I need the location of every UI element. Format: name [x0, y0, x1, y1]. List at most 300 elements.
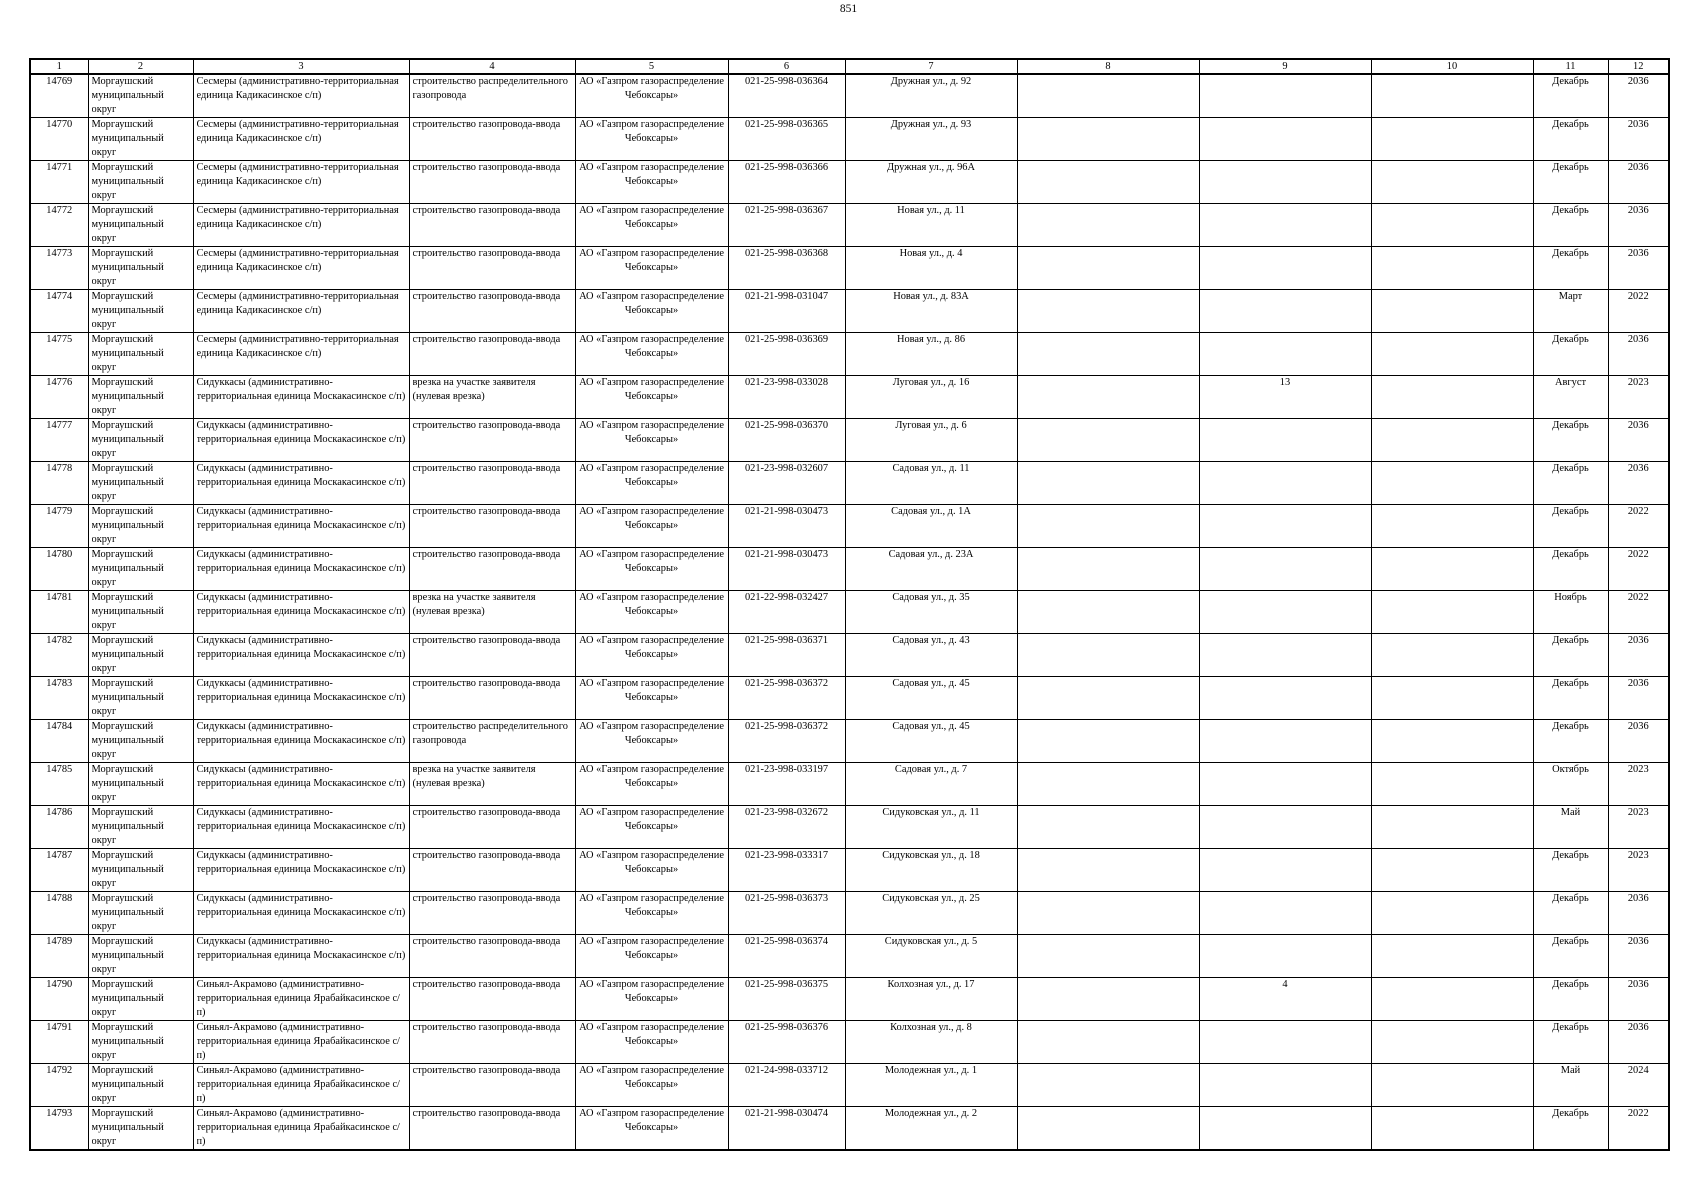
- settlement-cell: [193, 247, 409, 290]
- address-cell: [845, 161, 1017, 204]
- year-cell-text: 2023: [1627, 850, 1649, 861]
- column-8-cell-text: [1021, 849, 1196, 891]
- month-cell-text: Декабрь: [1552, 850, 1589, 861]
- row-number-cell-text: 14793: [46, 1108, 73, 1119]
- row-number-cell: [30, 591, 88, 634]
- address-cell-text: Садовая ул., д. 35: [892, 592, 970, 603]
- column-8-cell: [1017, 376, 1199, 419]
- settlement-cell: [193, 978, 409, 1021]
- district-cell-text: Моргаушский муниципальный округ: [91, 1022, 164, 1061]
- month-cell: [1533, 161, 1608, 204]
- settlement-cell-text: Сидуккасы (административно-территориальная единица Москакасинское с/п): [196, 420, 406, 445]
- table-row: [30, 892, 1669, 935]
- month-cell-text: Ноябрь: [1554, 592, 1587, 603]
- column-9-cell: [1199, 505, 1371, 548]
- application-number-cell: [728, 978, 845, 1021]
- address-cell-text: Садовая ул., д. 1А: [891, 506, 971, 517]
- work-type-cell-text: строительство газопровода-ввода: [412, 979, 561, 990]
- column-10-cell-text: [1375, 591, 1530, 633]
- district-cell: [88, 849, 193, 892]
- district-cell: [88, 1064, 193, 1107]
- settlement-cell-text: Синьял-Акрамово (административно-территориальная единица Ярабайкасинское с/п): [196, 1022, 400, 1061]
- column-9-cell: [1199, 247, 1371, 290]
- settlement-cell-text: Сидуккасы (административно-территориальная единица Москакасинское с/п): [196, 592, 406, 617]
- year-cell-text: 2022: [1627, 506, 1649, 517]
- organization-cell: [575, 849, 728, 892]
- row-number-cell: [30, 806, 88, 849]
- settlement-cell-text: Сесмеры (административно-территориальная единица Кадикасинское с/п): [196, 248, 399, 273]
- month-cell-text: Декабрь: [1552, 205, 1589, 216]
- month-cell: [1533, 634, 1608, 677]
- district-cell-text: Моргаушский муниципальный округ: [91, 721, 164, 760]
- organization-cell: [575, 333, 728, 376]
- organization-cell-text: АО «Газпром газораспределение Чебоксары»: [579, 850, 724, 875]
- month-cell-text: Декабрь: [1552, 162, 1589, 173]
- column-8-cell: [1017, 763, 1199, 806]
- organization-cell-text: АО «Газпром газораспределение Чебоксары»: [579, 248, 724, 273]
- organization-cell: [575, 1021, 728, 1064]
- column-10-cell: [1371, 1107, 1533, 1151]
- district-cell: [88, 505, 193, 548]
- year-cell: [1608, 118, 1669, 161]
- year-cell-text: 2036: [1627, 893, 1649, 904]
- address-cell-text: Сидуковская ул., д. 11: [882, 807, 980, 818]
- year-cell-text: 2022: [1627, 1108, 1649, 1119]
- year-cell-text: 2022: [1627, 592, 1649, 603]
- work-type-cell: [409, 290, 575, 333]
- column-8-cell: [1017, 591, 1199, 634]
- year-cell-text: 2022: [1627, 549, 1649, 560]
- organization-cell: [575, 677, 728, 720]
- column-8-cell: [1017, 419, 1199, 462]
- month-cell: [1533, 290, 1608, 333]
- year-cell: [1608, 978, 1669, 1021]
- column-9-cell-text: [1203, 1021, 1368, 1063]
- column-8-cell: [1017, 1107, 1199, 1151]
- column-9-cell: [1199, 978, 1371, 1021]
- row-number-cell-text: 14775: [46, 334, 73, 345]
- column-10-cell: [1371, 419, 1533, 462]
- row-number-cell-text: 14780: [46, 549, 73, 560]
- column-9-cell-text: [1203, 333, 1368, 375]
- month-cell: [1533, 720, 1608, 763]
- application-number-cell: [728, 74, 845, 118]
- address-cell: [845, 806, 1017, 849]
- column-10-cell-text: [1375, 505, 1530, 547]
- column-10-cell: [1371, 161, 1533, 204]
- table-row: [30, 247, 1669, 290]
- application-number-cell-text: 021-21-998-031047: [744, 291, 829, 302]
- district-cell: [88, 591, 193, 634]
- settlement-cell-text: Сидуккасы (административно-территориальная единица Москакасинское с/п): [196, 893, 406, 918]
- month-cell-text: Декабрь: [1552, 979, 1589, 990]
- row-number-cell-text: 14792: [46, 1065, 73, 1076]
- work-type-cell-text: строительство газопровода-ввода: [412, 893, 561, 904]
- organization-cell: [575, 591, 728, 634]
- application-number-cell: [728, 1064, 845, 1107]
- column-8-cell: [1017, 849, 1199, 892]
- column-10-cell-text: [1375, 763, 1530, 805]
- month-cell-text: Декабрь: [1552, 1108, 1589, 1119]
- table-row: [30, 548, 1669, 591]
- address-cell-text: Сидуковская ул., д. 25: [882, 893, 980, 904]
- work-type-cell-text: строительство газопровода-ввода: [412, 1022, 561, 1033]
- column-10-cell: [1371, 1021, 1533, 1064]
- year-cell-text: 2036: [1627, 936, 1649, 947]
- application-number-cell-text: 021-25-998-036364: [744, 76, 829, 87]
- district-cell: [88, 978, 193, 1021]
- address-cell-text: Колхозная ул., д. 17: [887, 979, 975, 990]
- column-10-cell: [1371, 204, 1533, 247]
- year-cell: [1608, 548, 1669, 591]
- year-cell-text: 2036: [1627, 334, 1649, 345]
- table-row: [30, 505, 1669, 548]
- column-10-cell: [1371, 1064, 1533, 1107]
- page-number: 851: [839, 3, 858, 15]
- application-number-cell: [728, 204, 845, 247]
- year-cell-text: 2036: [1627, 463, 1649, 474]
- address-cell: [845, 247, 1017, 290]
- row-number-cell: [30, 376, 88, 419]
- row-number-cell: [30, 935, 88, 978]
- work-type-cell: [409, 591, 575, 634]
- column-header-5: 5: [575, 59, 728, 74]
- column-10-cell: [1371, 505, 1533, 548]
- column-header-2: 2: [88, 59, 193, 74]
- organization-cell: [575, 505, 728, 548]
- address-cell-text: Дружная ул., д. 96А: [886, 162, 976, 173]
- column-9-cell: [1199, 806, 1371, 849]
- work-type-cell: [409, 806, 575, 849]
- column-8-cell: [1017, 935, 1199, 978]
- application-number-cell-text: 021-23-998-033197: [744, 764, 829, 775]
- organization-cell: [575, 634, 728, 677]
- column-9-cell: [1199, 1064, 1371, 1107]
- year-cell: [1608, 376, 1669, 419]
- month-cell: [1533, 849, 1608, 892]
- district-cell: [88, 1107, 193, 1151]
- column-9-cell: [1199, 1107, 1371, 1151]
- column-header-12: 12: [1608, 59, 1669, 74]
- district-cell: [88, 720, 193, 763]
- column-10-cell-text: [1375, 892, 1530, 934]
- year-cell: [1608, 290, 1669, 333]
- column-9-cell-text: [1203, 290, 1368, 332]
- address-cell-text: Садовая ул., д. 11: [892, 463, 970, 474]
- column-10-cell-text: [1375, 161, 1530, 203]
- organization-cell-text: АО «Газпром газораспределение Чебоксары»: [579, 893, 724, 918]
- district-cell-text: Моргаушский муниципальный округ: [91, 1108, 164, 1147]
- application-number-cell-text: 021-25-998-036365: [744, 119, 829, 130]
- application-number-cell: [728, 720, 845, 763]
- work-type-cell: [409, 333, 575, 376]
- column-10-cell: [1371, 74, 1533, 118]
- column-10-cell-text: [1375, 290, 1530, 332]
- settlement-cell: [193, 677, 409, 720]
- settlement-cell: [193, 591, 409, 634]
- address-cell: [845, 978, 1017, 1021]
- column-8-cell: [1017, 505, 1199, 548]
- row-number-cell: [30, 849, 88, 892]
- application-number-cell: [728, 892, 845, 935]
- organization-cell-text: АО «Газпром газораспределение Чебоксары»: [579, 592, 724, 617]
- address-cell: [845, 720, 1017, 763]
- row-number-cell: [30, 720, 88, 763]
- application-number-cell-text: 021-21-998-030473: [744, 506, 829, 517]
- organization-cell-text: АО «Газпром газораспределение Чебоксары»: [579, 1108, 724, 1133]
- district-cell-text: Моргаушский муниципальный округ: [91, 764, 164, 803]
- district-cell: [88, 204, 193, 247]
- row-number-cell-text: 14782: [46, 635, 73, 646]
- address-cell-text: Новая ул., д. 11: [897, 205, 965, 216]
- column-10-cell: [1371, 763, 1533, 806]
- district-cell: [88, 677, 193, 720]
- year-cell: [1608, 806, 1669, 849]
- application-number-cell-text: 021-24-998-033712: [744, 1065, 829, 1076]
- settlement-cell-text: Сидуккасы (административно-территориальная единица Москакасинское с/п): [196, 549, 406, 574]
- column-8-cell-text: [1021, 548, 1196, 590]
- application-number-cell: [728, 1021, 845, 1064]
- organization-cell: [575, 720, 728, 763]
- settlement-cell: [193, 118, 409, 161]
- column-header-1: 1: [30, 59, 88, 74]
- column-8-cell-text: [1021, 376, 1196, 418]
- district-cell-text: Моргаушский муниципальный округ: [91, 334, 164, 373]
- month-cell-text: Декабрь: [1552, 721, 1589, 732]
- column-10-cell-text: [1375, 849, 1530, 891]
- district-cell-text: Моргаушский муниципальный округ: [91, 592, 164, 631]
- column-8-cell-text: [1021, 419, 1196, 461]
- column-9-cell-text: 13: [1279, 377, 1291, 388]
- row-number-cell-text: 14773: [46, 248, 73, 259]
- column-10-cell: [1371, 849, 1533, 892]
- header-row: [30, 59, 1669, 74]
- settlement-cell: [193, 333, 409, 376]
- address-cell-text: Дружная ул., д. 93: [890, 119, 972, 130]
- settlement-cell: [193, 806, 409, 849]
- column-10-cell: [1371, 634, 1533, 677]
- column-8-cell: [1017, 806, 1199, 849]
- row-number-cell-text: 14779: [46, 506, 73, 517]
- district-cell: [88, 118, 193, 161]
- work-type-cell: [409, 74, 575, 118]
- district-cell-text: Моргаушский муниципальный округ: [91, 506, 164, 545]
- table-row: [30, 376, 1669, 419]
- column-10-cell-text: [1375, 333, 1530, 375]
- work-type-cell: [409, 677, 575, 720]
- year-cell-text: 2023: [1627, 377, 1649, 388]
- column-10-cell-text: [1375, 634, 1530, 676]
- month-cell: [1533, 118, 1608, 161]
- row-number-cell-text: 14791: [46, 1022, 73, 1033]
- column-8-cell-text: [1021, 204, 1196, 246]
- table-row: [30, 204, 1669, 247]
- column-10-cell: [1371, 118, 1533, 161]
- row-number-cell-text: 14784: [46, 721, 73, 732]
- column-8-cell-text: [1021, 677, 1196, 719]
- organization-cell: [575, 978, 728, 1021]
- organization-cell-text: АО «Газпром газораспределение Чебоксары»: [579, 76, 724, 101]
- organization-cell-text: АО «Газпром газораспределение Чебоксары»: [579, 936, 724, 961]
- address-cell-text: Новая ул., д. 83А: [893, 291, 969, 302]
- work-type-cell-text: строительство газопровода-ввода: [412, 1108, 561, 1119]
- row-number-cell-text: 14776: [46, 377, 73, 388]
- application-number-cell-text: 021-23-998-033028: [744, 377, 829, 388]
- year-cell: [1608, 720, 1669, 763]
- settlement-cell-text: Сидуккасы (административно-территориальная единица Москакасинское с/п): [196, 936, 406, 961]
- address-cell: [845, 892, 1017, 935]
- column-10-cell-text: [1375, 720, 1530, 762]
- column-10-cell: [1371, 978, 1533, 1021]
- column-10-cell: [1371, 290, 1533, 333]
- settlement-cell-text: Сесмеры (административно-территориальная единица Кадикасинское с/п): [196, 334, 399, 359]
- table-row: [30, 1021, 1669, 1064]
- settlement-cell: [193, 849, 409, 892]
- row-number-cell-text: 14785: [46, 764, 73, 775]
- district-cell-text: Моргаушский муниципальный округ: [91, 635, 164, 674]
- settlement-cell: [193, 892, 409, 935]
- work-type-cell-text: строительство газопровода-ввода: [412, 334, 561, 345]
- row-number-cell: [30, 290, 88, 333]
- year-cell: [1608, 74, 1669, 118]
- column-9-cell-text: [1203, 763, 1368, 805]
- settlement-cell: [193, 720, 409, 763]
- work-type-cell: [409, 935, 575, 978]
- month-cell-text: Декабрь: [1552, 119, 1589, 130]
- address-cell: [845, 74, 1017, 118]
- table-row: [30, 161, 1669, 204]
- year-cell: [1608, 419, 1669, 462]
- column-8-cell-text: [1021, 892, 1196, 934]
- column-8-cell-text: [1021, 935, 1196, 977]
- address-cell-text: Луговая ул., д. 6: [895, 420, 967, 431]
- organization-cell-text: АО «Газпром газораспределение Чебоксары»: [579, 764, 724, 789]
- district-cell: [88, 247, 193, 290]
- organization-cell-text: АО «Газпром газораспределение Чебоксары»: [579, 119, 724, 144]
- organization-cell: [575, 548, 728, 591]
- work-type-cell: [409, 763, 575, 806]
- address-cell: [845, 849, 1017, 892]
- table-row: [30, 720, 1669, 763]
- month-cell-text: Декабрь: [1552, 76, 1589, 87]
- row-number-cell: [30, 247, 88, 290]
- application-number-cell: [728, 763, 845, 806]
- settlement-cell: [193, 74, 409, 118]
- work-type-cell: [409, 376, 575, 419]
- column-10-cell: [1371, 548, 1533, 591]
- year-cell-text: 2024: [1627, 1065, 1649, 1076]
- column-9-cell: [1199, 591, 1371, 634]
- column-9-cell-text: [1203, 720, 1368, 762]
- table-row: [30, 763, 1669, 806]
- work-type-cell-text: строительство газопровода-ввода: [412, 635, 561, 646]
- organization-cell-text: АО «Газпром газораспределение Чебоксары»: [579, 721, 724, 746]
- month-cell: [1533, 763, 1608, 806]
- column-10-cell-text: [1375, 1107, 1530, 1149]
- settlement-cell-text: Синьял-Акрамово (административно-территориальная единица Ярабайкасинское с/п): [196, 979, 400, 1018]
- work-type-cell-text: строительство распределительного газопровода: [412, 76, 568, 101]
- column-8-cell-text: [1021, 978, 1196, 1020]
- column-10-cell: [1371, 677, 1533, 720]
- address-cell: [845, 505, 1017, 548]
- year-cell-text: 2036: [1627, 979, 1649, 990]
- work-type-cell-text: врезка на участке заявителя (нулевая врезка): [412, 592, 536, 617]
- application-number-cell-text: 021-23-998-032672: [744, 807, 829, 818]
- district-cell-text: Моргаушский муниципальный округ: [91, 377, 164, 416]
- organization-cell: [575, 161, 728, 204]
- month-cell-text: Май: [1560, 1065, 1581, 1076]
- application-number-cell-text: 021-25-998-036366: [744, 162, 829, 173]
- address-cell-text: Садовая ул., д. 7: [894, 764, 968, 775]
- month-cell: [1533, 978, 1608, 1021]
- work-type-cell: [409, 548, 575, 591]
- year-cell-text: 2036: [1627, 76, 1649, 87]
- column-9-cell-text: [1203, 935, 1368, 977]
- column-header-9: 9: [1199, 59, 1371, 74]
- address-cell: [845, 419, 1017, 462]
- address-cell-text: Садовая ул., д. 43: [892, 635, 970, 646]
- row-number-cell-text: 14777: [46, 420, 73, 431]
- district-cell-text: Моргаушский муниципальный округ: [91, 549, 164, 588]
- district-cell-text: Моргаушский муниципальный округ: [91, 893, 164, 932]
- application-number-cell-text: 021-25-998-036371: [744, 635, 829, 646]
- district-cell: [88, 161, 193, 204]
- year-cell-text: 2023: [1627, 764, 1649, 775]
- organization-cell: [575, 118, 728, 161]
- year-cell-text: 2036: [1627, 635, 1649, 646]
- column-9-cell-text: [1203, 1064, 1368, 1106]
- work-type-cell-text: строительство газопровода-ввода: [412, 162, 561, 173]
- column-10-cell: [1371, 462, 1533, 505]
- row-number-cell: [30, 763, 88, 806]
- month-cell: [1533, 591, 1608, 634]
- year-cell-text: 2023: [1627, 807, 1649, 818]
- column-9-cell-text: [1203, 161, 1368, 203]
- address-cell-text: Садовая ул., д. 45: [892, 678, 970, 689]
- table-body: [30, 74, 1669, 1150]
- column-8-cell-text: [1021, 247, 1196, 289]
- month-cell-text: Декабрь: [1552, 678, 1589, 689]
- district-cell: [88, 74, 193, 118]
- year-cell: [1608, 161, 1669, 204]
- settlement-cell: [193, 505, 409, 548]
- register-table: [29, 58, 1670, 1151]
- address-cell: [845, 290, 1017, 333]
- application-number-cell-text: 021-25-998-036372: [744, 678, 829, 689]
- address-cell: [845, 204, 1017, 247]
- address-cell-text: Молодежная ул., д. 2: [884, 1108, 978, 1119]
- address-cell: [845, 462, 1017, 505]
- column-10-cell-text: [1375, 935, 1530, 977]
- work-type-cell-text: строительство газопровода-ввода: [412, 549, 561, 560]
- year-cell-text: 2036: [1627, 678, 1649, 689]
- district-cell: [88, 935, 193, 978]
- work-type-cell: [409, 634, 575, 677]
- settlement-cell: [193, 935, 409, 978]
- month-cell: [1533, 419, 1608, 462]
- work-type-cell-text: строительство газопровода-ввода: [412, 850, 561, 861]
- settlement-cell: [193, 763, 409, 806]
- column-8-cell: [1017, 462, 1199, 505]
- settlement-cell-text: Синьял-Акрамово (административно-территориальная единица Ярабайкасинское с/п): [196, 1065, 400, 1104]
- year-cell-text: 2022: [1627, 291, 1649, 302]
- column-9-cell-text: [1203, 204, 1368, 246]
- column-8-cell-text: [1021, 462, 1196, 504]
- address-cell-text: Садовая ул., д. 45: [892, 721, 970, 732]
- column-8-cell: [1017, 892, 1199, 935]
- row-number-cell: [30, 978, 88, 1021]
- column-9-cell: [1199, 204, 1371, 247]
